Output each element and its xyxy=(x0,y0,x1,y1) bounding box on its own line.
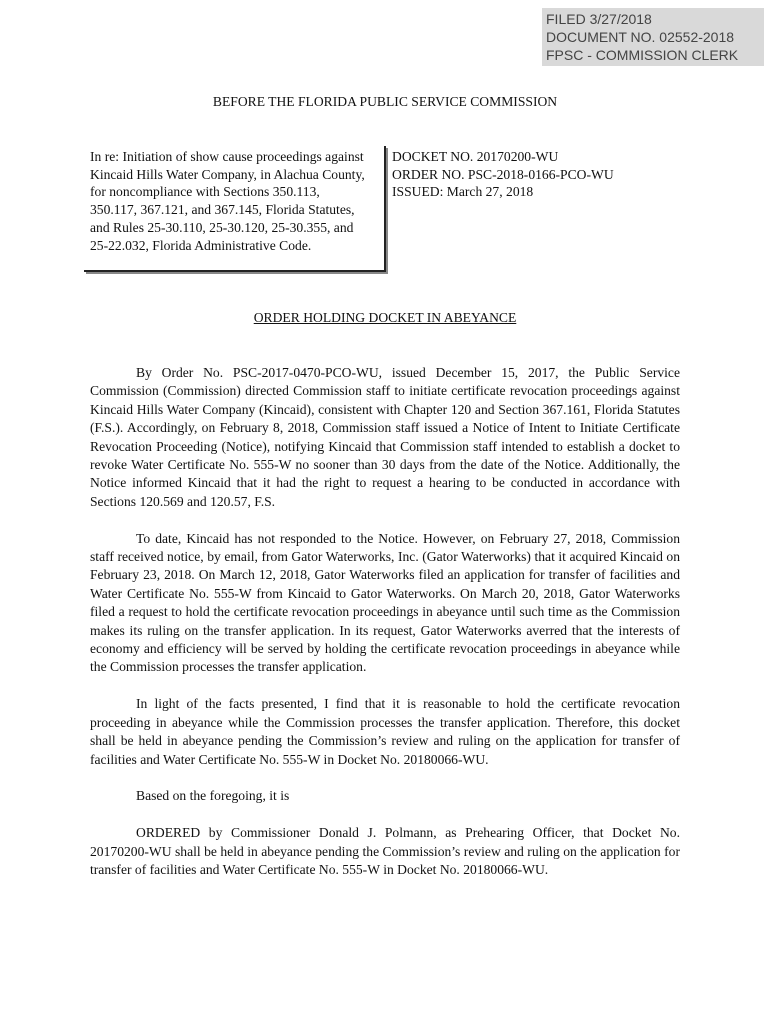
docket-info xyxy=(392,148,614,201)
docket-number: DOCKET NO. 20170200-WU xyxy=(392,149,559,164)
order-title: ORDER HOLDING DOCKET IN ABEYANCE xyxy=(253,310,517,325)
clerk-label: FPSC - COMMISSION CLERK xyxy=(546,47,739,63)
paragraph-background: By Order No. PSC-2017-0470-PCO-WU, issued December 15, 2017, the Public Service Commission (Commission) directed Commission staff to initiate certificate revocation proceedings against Kincaid Hills Water Company (Kincaid), consistent with Chapter 120 and Section 367.161, Florida Statutes (F.S.). Accordingly, on February 8, 2018, Commission staff issued a Notice of Intent to Initiate Certificate Revocation Proceeding (Notice), notifying Kincaid that Commission staff intended to establish a docket to revoke Water Certificate No. 555-W no sooner than 30 days from the date of the Notice. Additionally, the Notice informed Kincaid that it had the right to request a hearing to be conducted in accordance with Sections 120.569 and 120.57, F.S. xyxy=(90,365,680,509)
in-re-text: In re: Initiation of show cause proceedings against Kincaid Hills Water Company, in Alachua County, for noncompliance with Sections 350.113, 350.117, 367.121, and 367.145, Florida Statutes, and Rules 25-30.110, 25-30.120, 25-30.355, and 25-22.032, Florida Administrative Code. xyxy=(90,149,365,253)
document-number: DOCUMENT NO. 02552-2018 xyxy=(546,29,735,45)
filing-stamp xyxy=(542,8,764,66)
case-caption-box xyxy=(84,146,386,272)
filed-date: FILED 3/27/2018 xyxy=(546,11,652,27)
page-heading: BEFORE THE FLORIDA PUBLIC SERVICE COMMISSION xyxy=(212,94,558,109)
paragraph-foregoing: Based on the foregoing, it is xyxy=(136,788,290,804)
paragraph-finding: In light of the facts presented, I find that it is reasonable to hold the certificate revocation proceeding in abeyance while the Commission processes the transfer application. Therefore, this docket shall be held in abeyance pending the Commission’s review and ruling on the application for transfer of facilities and Water Certificate No. 555-W in Docket No. 20180066-WU. xyxy=(90,696,680,767)
order-body xyxy=(90,364,680,898)
paragraph-ordered: ORDERED by Commissioner Donald J. Polmann, as Prehearing Officer, that Docket No. 20170200-WU shall be held in abeyance pending the Commission’s review and ruling on the application for transfer of facilities and Water Certificate No. 555-W in Docket No. 20180066-WU. xyxy=(90,825,680,877)
paragraph-facts: To date, Kincaid has not responded to the Notice. However, on February 27, 2018, Commission staff received notice, by email, from Gator Waterworks, Inc. (Gator Waterworks) that it acquired Kincaid on February 23, 2018. On March 12, 2018, Gator Waterworks filed an application for transfer of facilities and Water Certificate No. 555-W from Kincaid to Gator Waterworks. On March 20, 2018, Gator Waterworks filed a request to hold the certificate revocation proceedings in abeyance until such time as the Commission makes its ruling on the transfer application. In its request, Gator Waterworks averred that the interests of economy and efficiency will be served by holding the certificate revocation proceedings in abeyance while the Commission processes the transfer application. xyxy=(90,530,680,675)
issued-date: ISSUED: March 27, 2018 xyxy=(392,184,534,200)
order-number: ORDER NO. PSC-2018-0166-PCO-WU xyxy=(392,166,614,182)
